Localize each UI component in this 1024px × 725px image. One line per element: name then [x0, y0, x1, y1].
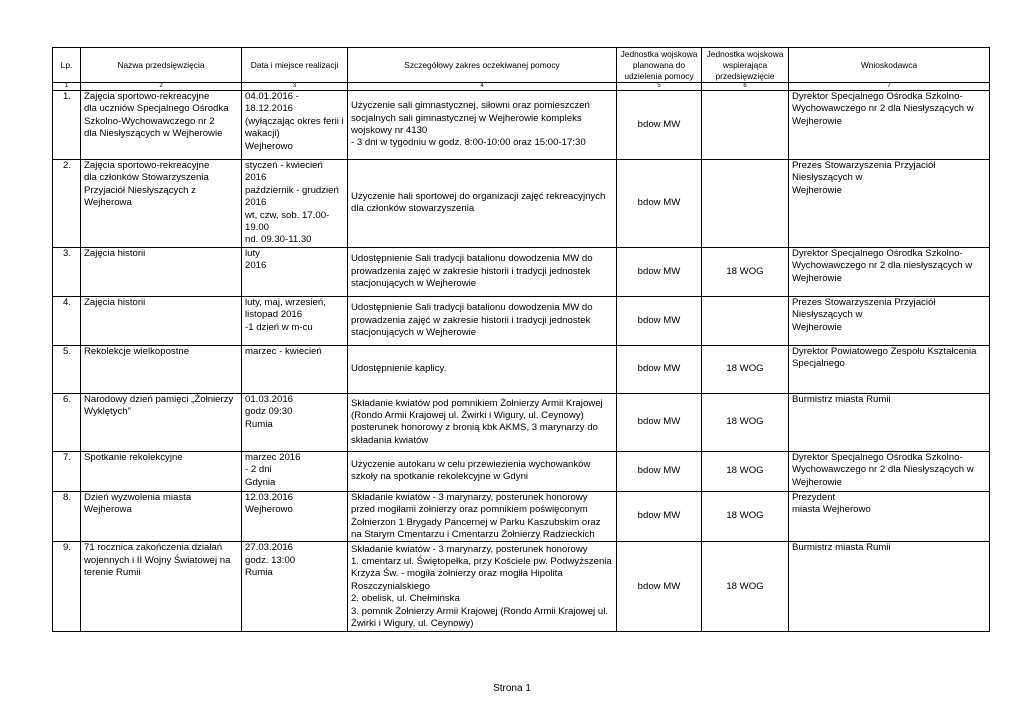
cell-unit-planned: bdow MW: [617, 296, 702, 345]
cell-name: 71 rocznica zakończenia działań wojennych i II Wojny Światowej na terenie Rumii: [81, 542, 242, 632]
cell-lp: 4.: [53, 296, 81, 345]
cell-unit-planned: bdow MW: [617, 345, 702, 393]
table-row: [53, 247, 990, 296]
header-row: [53, 48, 990, 83]
cell-scope: Składanie kwiatów pod pomnikiem Żołnierzy Armii Krajowej (Rondo Armii Krajowej ul. Żwirki i Wigury, ul. Ceynowy) posterunek honorowy z bronią kbk AKMS, 3 marynarzy do składania kwiatów: [348, 393, 617, 451]
cell-lp: 7.: [53, 451, 81, 491]
cell-date: 12.03.2016 Wejherowo: [242, 491, 348, 542]
table-row: [53, 491, 990, 542]
cell-date: 04.01.2016 - 18.12.2016 (wyłączając okres ferii i wakacji) Wejherowo: [242, 91, 348, 160]
cell-lp: 6.: [53, 393, 81, 451]
cell-unit-support: 18 WOG: [702, 542, 789, 632]
cell-unit-support: 18 WOG: [702, 491, 789, 542]
measures-table: [52, 47, 990, 632]
cell-applicant: Dyrektor Specjalnego Ośrodka Szkolno- Wychowawczego nr 2 dla Niesłyszących w Wejherowie: [789, 91, 990, 160]
column-number-row: [53, 83, 990, 91]
cell-lp: 8.: [53, 491, 81, 542]
cell-lp: 2.: [53, 160, 81, 248]
column-number: 6: [702, 83, 789, 91]
cell-unit-planned: bdow MW: [617, 451, 702, 491]
table-row: [53, 160, 990, 248]
cell-lp: 5.: [53, 345, 81, 393]
cell-lp: 3.: [53, 247, 81, 296]
cell-lp: 1.: [53, 91, 81, 160]
cell-applicant: Prezydent miasta Wejherowo: [789, 491, 990, 542]
cell-scope: Użyczenie sali gimnastycznej, siłowni oraz pomieszczeń socjalnych sali gimnastycznej w Wejherowie kompleks wojskowy nr 4130 - 3 dni w tygodniu w godz. 8:00-10:00 oraz 15:00-17:30: [348, 91, 617, 160]
cell-name: Zajęcia sportowo-rekreacyjne dla członków Stowarzyszenia Przyjaciół Niesłyszących z Wejherowa: [81, 160, 242, 248]
header-date: Data i miejsce realizacji: [242, 48, 348, 83]
table-row: [53, 345, 990, 393]
column-number: 3: [242, 83, 348, 91]
cell-name: Narodowy dzień pamięci „Żołnierzy Wyklętych”: [81, 393, 242, 451]
cell-applicant: Dyrektor Powiatowego Zespołu Kształcenia Specjalnego: [789, 345, 990, 393]
table-row: [53, 451, 990, 491]
cell-scope: Użyczenie autokaru w celu przewiezienia wychowanków szkoły na spotkanie rekolekcyjne w Gdyni: [348, 451, 617, 491]
cell-applicant: Prezes Stowarzyszenia Przyjaciół Niesłyszących w Wejherowie: [789, 160, 990, 248]
cell-name: Zajęcia historii: [81, 296, 242, 345]
cell-applicant: Burmistrz miasta Rumii: [789, 542, 990, 632]
cell-unit-support: 18 WOG: [702, 393, 789, 451]
table-row: [53, 296, 990, 345]
cell-name: Zajęcia historii: [81, 247, 242, 296]
cell-scope: Składanie kwiatów - 3 marynarzy, posterunek honorowy przed mogiłami żołnierzy oraz pomnikiem poświęconym Żołnierzon 1 Brygady Pancernej w Parku Kaszubskim oraz na Starym Cmentarzu i Cmentarzu Żołnierzy Radzieckich: [348, 491, 617, 542]
column-number: 2: [81, 83, 242, 91]
table-row: [53, 91, 990, 160]
cell-date: marzec - kwiecień: [242, 345, 348, 393]
cell-applicant: Dyrektor Specjalnego Ośrodka Szkolno- Wychowawczego nr 2 dla niesłyszących w Wejherowie: [789, 247, 990, 296]
cell-name: Rekolekcje wielkopostne: [81, 345, 242, 393]
cell-scope: Udostępnienie Sali tradycji batalionu dowodzenia MW do prowadzenia zajęć w zakresie historii i tradycji jednostek stacjonujących w Wejherowie: [348, 247, 617, 296]
cell-name: Spotkanie rekolekcyjne: [81, 451, 242, 491]
cell-applicant: Burmistrz miasta Rumii: [789, 393, 990, 451]
cell-date: 01.03.2016 godz 09:30 Rumia: [242, 393, 348, 451]
cell-applicant: Prezes Stowarzyszenia Przyjaciół Niesłyszących w Wejherowie: [789, 296, 990, 345]
header-scope: Szczegółowy zakres oczekiwanej pomocy: [348, 48, 617, 83]
cell-scope: Udostępnienie kaplicy.: [348, 345, 617, 393]
column-number: 4: [348, 83, 617, 91]
cell-date: 27.03.2016 godz. 13:00 Rumia: [242, 542, 348, 632]
cell-date: styczeń - kwiecień 2016 październik - grudzień 2016 wt, czw, sob. 17.00- 19.00 nd. 09.30-11.30: [242, 160, 348, 248]
cell-unit-planned: bdow MW: [617, 393, 702, 451]
cell-unit-support: [702, 91, 789, 160]
cell-applicant: Dyrektor Specjalnego Ośrodka Szkolno- Wychowawczego nr 2 dla Niesłyszących w Wejherowie: [789, 451, 990, 491]
cell-name: Zajęcia sportowo-rekreacyjne dla uczniów Specjalnego Ośrodka Szkolno-Wychowawczego nr 2 dla Niesłyszących w Wejherowie: [81, 91, 242, 160]
cell-date: marzec 2016 - 2 dni Gdynia: [242, 451, 348, 491]
cell-unit-support: [702, 160, 789, 248]
header-applicant: Wnioskodawca: [789, 48, 990, 83]
header-unit-planned: Jednostka wojskowa planowana do udzielenia pomocy: [617, 48, 702, 83]
cell-unit-planned: bdow MW: [617, 91, 702, 160]
cell-unit-support: 18 WOG: [702, 345, 789, 393]
cell-scope: Udostępnienie Sali tradycji batalionu dowodzenia MW do prowadzenia zajęć w zakresie historii i tradycji jednostek stacjonujących w Wejherowie: [348, 296, 617, 345]
column-number: 1: [53, 83, 81, 91]
cell-unit-support: 18 WOG: [702, 451, 789, 491]
cell-unit-support: 18 WOG: [702, 247, 789, 296]
cell-unit-planned: bdow MW: [617, 247, 702, 296]
header-lp: Lp.: [53, 48, 81, 83]
column-number: 5: [617, 83, 702, 91]
cell-unit-planned: bdow MW: [617, 491, 702, 542]
table-row: [53, 542, 990, 632]
cell-date: luty 2016: [242, 247, 348, 296]
cell-unit-planned: bdow MW: [617, 160, 702, 248]
header-name: Nazwa przedsięwzięcia: [81, 48, 242, 83]
cell-unit-planned: bdow MW: [617, 542, 702, 632]
column-number: 7: [789, 83, 990, 91]
cell-unit-support: [702, 296, 789, 345]
cell-scope: Użyczenie hali sportowej do organizacji zajęć rekreacyjnych dla członków stowarzyszenia: [348, 160, 617, 248]
cell-scope: Składanie kwiatów - 3 marynarzy, posterunek honorowy 1. cmentarz ul. Świętopełka, przy Kościele pw. Podwyższenia Krzyża Św. - mogiła żołnierzy oraz mogiła Hipolita Roszczynialskiego 2. obelisk, ul. Chełmińska 3. pomnik Żołnierzy Armii Krajowej (Rondo Armii Krajowej ul. Żwirki i Wigury, ul. Ceynowy): [348, 542, 617, 632]
header-unit-support: Jednostka wojskowa wspierająca przedsięwzięcie: [702, 48, 789, 83]
page-footer: Strona 1: [493, 683, 531, 694]
table-row: [53, 393, 990, 451]
cell-date: luty, maj, wrzesień, listopad 2016 -1 dzień w m-cu: [242, 296, 348, 345]
cell-name: Dzień wyzwolenia miasta Wejherowa: [81, 491, 242, 542]
cell-lp: 9.: [53, 542, 81, 632]
